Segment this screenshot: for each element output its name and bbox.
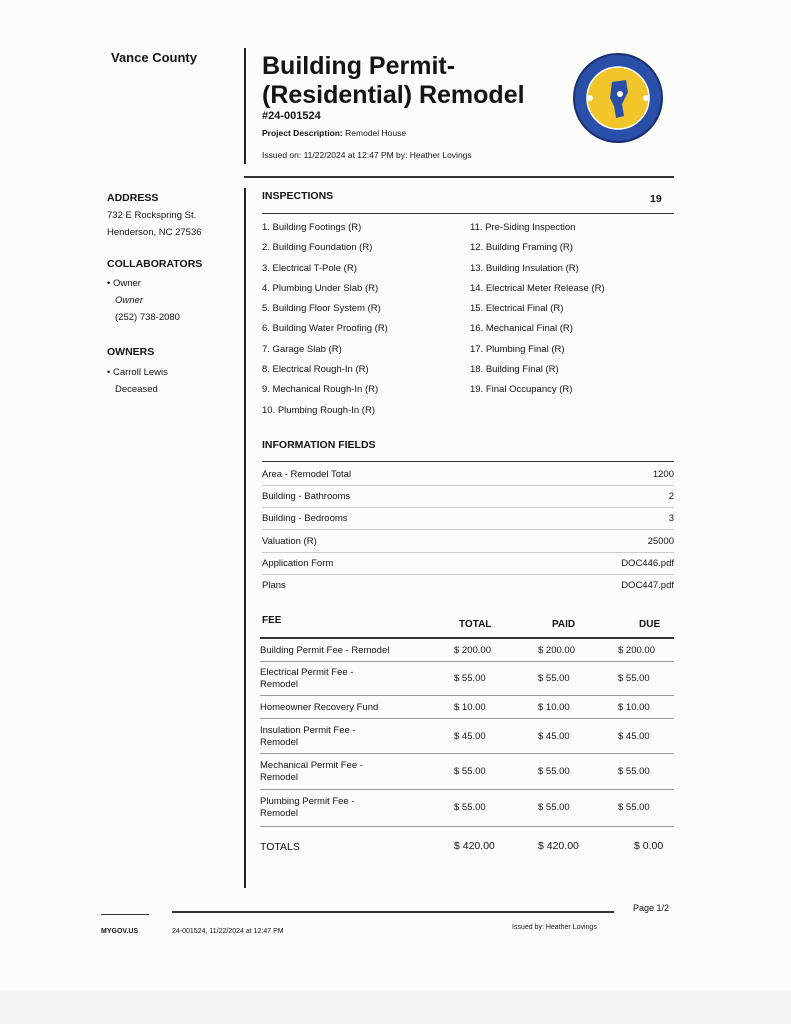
collaborator-phone: (252) 738-2080 xyxy=(115,312,180,323)
row-divider xyxy=(262,552,674,553)
inspection-item: 9. Mechanical Rough-In (R) xyxy=(262,384,379,396)
collaborator-role: • Owner xyxy=(107,278,141,289)
project-description-value: Remodel House xyxy=(345,128,407,138)
info-label: Valuation (R) xyxy=(262,536,317,547)
info-row-valuation xyxy=(262,536,674,558)
totals-due: $ 0.00 xyxy=(634,840,664,852)
inspection-item: 8. Electrical Rough-In (R) xyxy=(262,364,369,376)
info-label: Application Form xyxy=(262,558,334,569)
collaborators-block xyxy=(107,275,180,326)
inspection-item: 4. Plumbing Under Slab (R) xyxy=(262,282,379,294)
fee-name: Plumbing Permit Fee - Remodel xyxy=(260,796,355,819)
fee-col-total: TOTAL xyxy=(459,619,492,630)
fee-name: Insulation Permit Fee - Remodel xyxy=(260,725,356,748)
inspection-item: 5. Building Floor System (R) xyxy=(262,303,381,315)
inspection-item: 15. Electrical Final (R) xyxy=(470,303,564,315)
owner-status: Deceased xyxy=(115,384,158,395)
plans-link[interactable]: DOC447.pdf xyxy=(621,580,674,591)
info-row-bathrooms xyxy=(262,491,674,513)
inspection-item: 18. Building Final (R) xyxy=(470,364,559,376)
fee-col-due: DUE xyxy=(639,619,661,630)
row-divider xyxy=(262,529,674,530)
footer-issued-by: Issued by: Heather Lovings xyxy=(512,924,597,931)
county-name: Vance County xyxy=(111,50,197,65)
info-label: Area - Remodel Total xyxy=(262,469,352,480)
footer-rule-right xyxy=(172,911,614,913)
info-label: Building - Bedrooms xyxy=(262,513,348,524)
inspections-list-right xyxy=(470,218,605,401)
inspection-item: 19. Final Occupancy (R) xyxy=(470,384,573,396)
fee-paid: $ 55.00 xyxy=(538,673,570,684)
inspections-list-left xyxy=(262,218,388,421)
row-divider xyxy=(260,826,674,827)
info-value: 1200 xyxy=(652,469,674,480)
info-label: Building - Bathrooms xyxy=(262,491,351,502)
inspection-item: 10. Plumbing Rough-In (R) xyxy=(262,404,375,416)
fee-due: $ 55.00 xyxy=(618,673,650,684)
info-value: 3 xyxy=(668,513,674,524)
row-divider xyxy=(262,574,674,575)
fee-paid: $ 200.00 xyxy=(538,645,575,656)
totals-paid: $ 420.00 xyxy=(538,840,579,852)
info-row-plans xyxy=(262,580,674,602)
inspections-count: 19 xyxy=(650,193,662,205)
issued-line: Issued on: 11/22/2024 at 12:47 PM by: Heather Lovings xyxy=(262,150,472,160)
permit-title xyxy=(262,52,525,110)
application-form-link[interactable]: DOC446.pdf xyxy=(621,558,674,569)
inspection-item: 7. Garage Slab (R) xyxy=(262,343,342,355)
inspection-item: 6. Building Water Proofing (R) xyxy=(262,323,388,335)
fee-heading: FEE xyxy=(262,615,282,626)
project-description xyxy=(262,128,406,138)
inspection-item: 11. Pre-Siding Inspection xyxy=(470,222,576,233)
row-divider xyxy=(260,695,674,696)
footer-rule-left xyxy=(101,914,149,915)
inspections-rule xyxy=(262,213,674,214)
fee-total: $ 55.00 xyxy=(454,766,486,777)
fee-total: $ 10.00 xyxy=(454,702,486,713)
inspection-item: 1. Building Footings (R) xyxy=(262,222,362,233)
address-heading: ADDRESS xyxy=(107,192,159,204)
owners-block xyxy=(107,364,168,398)
fee-total: $ 55.00 xyxy=(454,802,486,813)
inspection-item: 2. Building Foundation (R) xyxy=(262,242,373,254)
inspection-item: 12. Building Framing (R) xyxy=(470,242,573,254)
fee-paid: $ 45.00 xyxy=(538,731,570,742)
permit-title-line2: (Residential) Remodel xyxy=(262,81,525,109)
info-row-area xyxy=(262,469,674,491)
permit-number: #24-001524 xyxy=(262,110,321,122)
fee-paid: $ 55.00 xyxy=(538,802,570,813)
info-value: 2 xyxy=(668,491,674,502)
fee-due: $ 200.00 xyxy=(618,645,655,656)
inspection-item: 13. Building Insulation (R) xyxy=(470,262,579,274)
fee-total: $ 45.00 xyxy=(454,731,486,742)
fee-name: Mechanical Permit Fee - Remodel xyxy=(260,760,363,783)
totals-total: $ 420.00 xyxy=(454,840,495,852)
fee-due: $ 55.00 xyxy=(618,766,650,777)
owner-name: • Carroll Lewis xyxy=(107,367,168,378)
fee-due: $ 10.00 xyxy=(618,702,650,713)
row-divider xyxy=(260,789,674,790)
fee-due: $ 55.00 xyxy=(618,802,650,813)
info-value: 25000 xyxy=(647,536,674,547)
address-block xyxy=(107,207,202,241)
fee-name: Homeowner Recovery Fund xyxy=(260,702,379,713)
fee-due: $ 45.00 xyxy=(618,731,650,742)
info-row-bedrooms xyxy=(262,513,674,535)
inspection-item: 14. Electrical Meter Release (R) xyxy=(470,282,605,294)
totals-label: TOTALS xyxy=(260,841,300,853)
information-fields-rule xyxy=(262,461,674,462)
fee-header-rule xyxy=(260,637,674,639)
collaborators-heading: COLLABORATORS xyxy=(107,258,203,270)
fee-paid: $ 55.00 xyxy=(538,766,570,777)
row-divider xyxy=(260,661,674,662)
county-seal xyxy=(572,52,664,144)
inspection-item: 16. Mechanical Final (R) xyxy=(470,323,573,335)
header-divider xyxy=(244,48,246,164)
fee-total: $ 55.00 xyxy=(454,673,486,684)
row-divider xyxy=(262,485,674,486)
inspection-item: 17. Plumbing Final (R) xyxy=(470,343,565,355)
fee-col-paid: PAID xyxy=(552,619,576,630)
permit-title-line1: Building Permit- xyxy=(262,52,456,80)
header-rule xyxy=(244,176,674,178)
inspections-heading: INSPECTIONS xyxy=(262,190,334,202)
fee-name: Electrical Permit Fee - Remodel xyxy=(260,667,354,690)
row-divider xyxy=(260,753,674,754)
owners-heading: OWNERS xyxy=(107,346,155,358)
row-divider xyxy=(260,718,674,719)
project-description-label: Project Description: xyxy=(262,128,343,138)
info-label: Plans xyxy=(262,580,286,591)
page-number: Page 1/2 xyxy=(633,903,670,913)
footer-site: MYGOV.US xyxy=(101,928,139,935)
row-divider xyxy=(262,507,674,508)
address-line-2: Henderson, NC 27536 xyxy=(107,227,202,238)
information-fields-heading: INFORMATION FIELDS xyxy=(262,439,376,451)
address-line-1: 732 E Rockspring St. xyxy=(107,210,197,221)
fee-paid: $ 10.00 xyxy=(538,702,570,713)
footer-permit-stamp: 24-001524, 11/22/2024 at 12:47 PM xyxy=(172,928,284,935)
collaborator-name: Owner xyxy=(115,295,143,306)
fee-name: Building Permit Fee - Remodel xyxy=(260,645,390,656)
info-row-application-form xyxy=(262,558,674,580)
fee-total: $ 200.00 xyxy=(454,645,491,656)
inspection-item: 3. Electrical T-Pole (R) xyxy=(262,262,357,274)
body-divider xyxy=(244,188,246,888)
